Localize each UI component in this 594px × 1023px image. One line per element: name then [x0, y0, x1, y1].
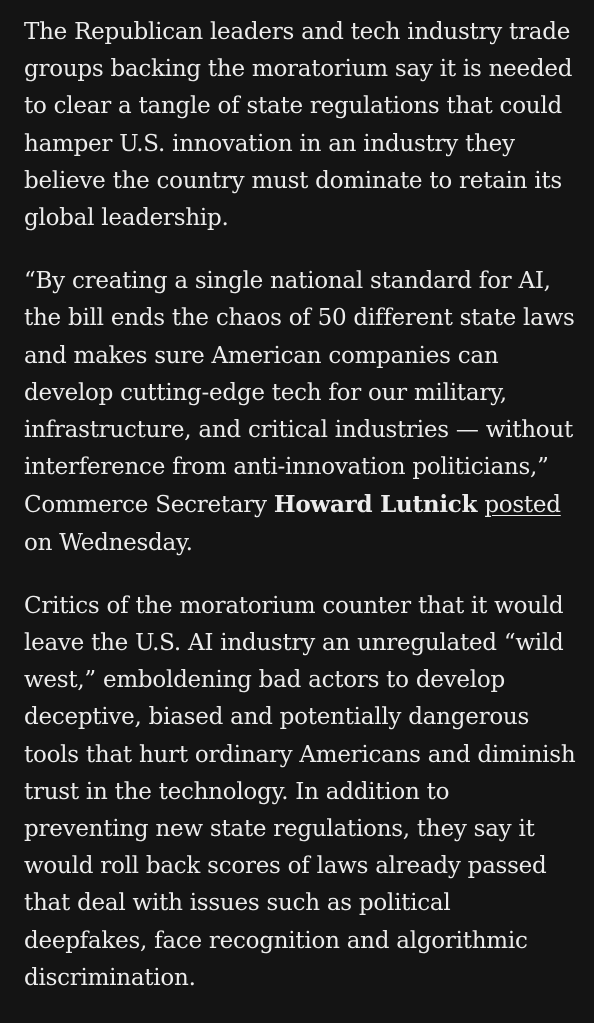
paragraph-lutnick-quote — [24, 263, 576, 562]
article-body — [24, 14, 576, 1023]
quote-date-text: on Wednesday. — [24, 529, 193, 556]
person-name: Howard Lutnick — [273, 491, 478, 519]
quote-text: “By creating a single national standard for AI, the bill ends the chaos of 50 different state laws and makes sure American companies can develop cutting-edge tech for our military, infrastructure, and critical industries — without interference from anti-innovation politicians,” Commerce Secretary — [24, 268, 575, 519]
paragraph-moratorium-backers: The Republican leaders and tech industry trade groups backing the moratorium say it is needed to clear a tangle of state regulations that could hamper U.S. innovation in an industry they believe the country must dominate to retain its global leadership. — [24, 19, 573, 232]
posted-link[interactable]: posted — [484, 492, 561, 519]
paragraph-critics: Critics of the moratorium counter that it would leave the U.S. AI industry an unregulated “wild west,” emboldening bad actors to develop deceptive, biased and potentially dangerous tools that hurt ordinary Americans and diminish trust in the technology. In addition to preventing new state regulations, they say it would roll back scores of laws already passed that deal with issues such as political deepfakes, face recognition and algorithmic discrimination. — [24, 592, 576, 991]
